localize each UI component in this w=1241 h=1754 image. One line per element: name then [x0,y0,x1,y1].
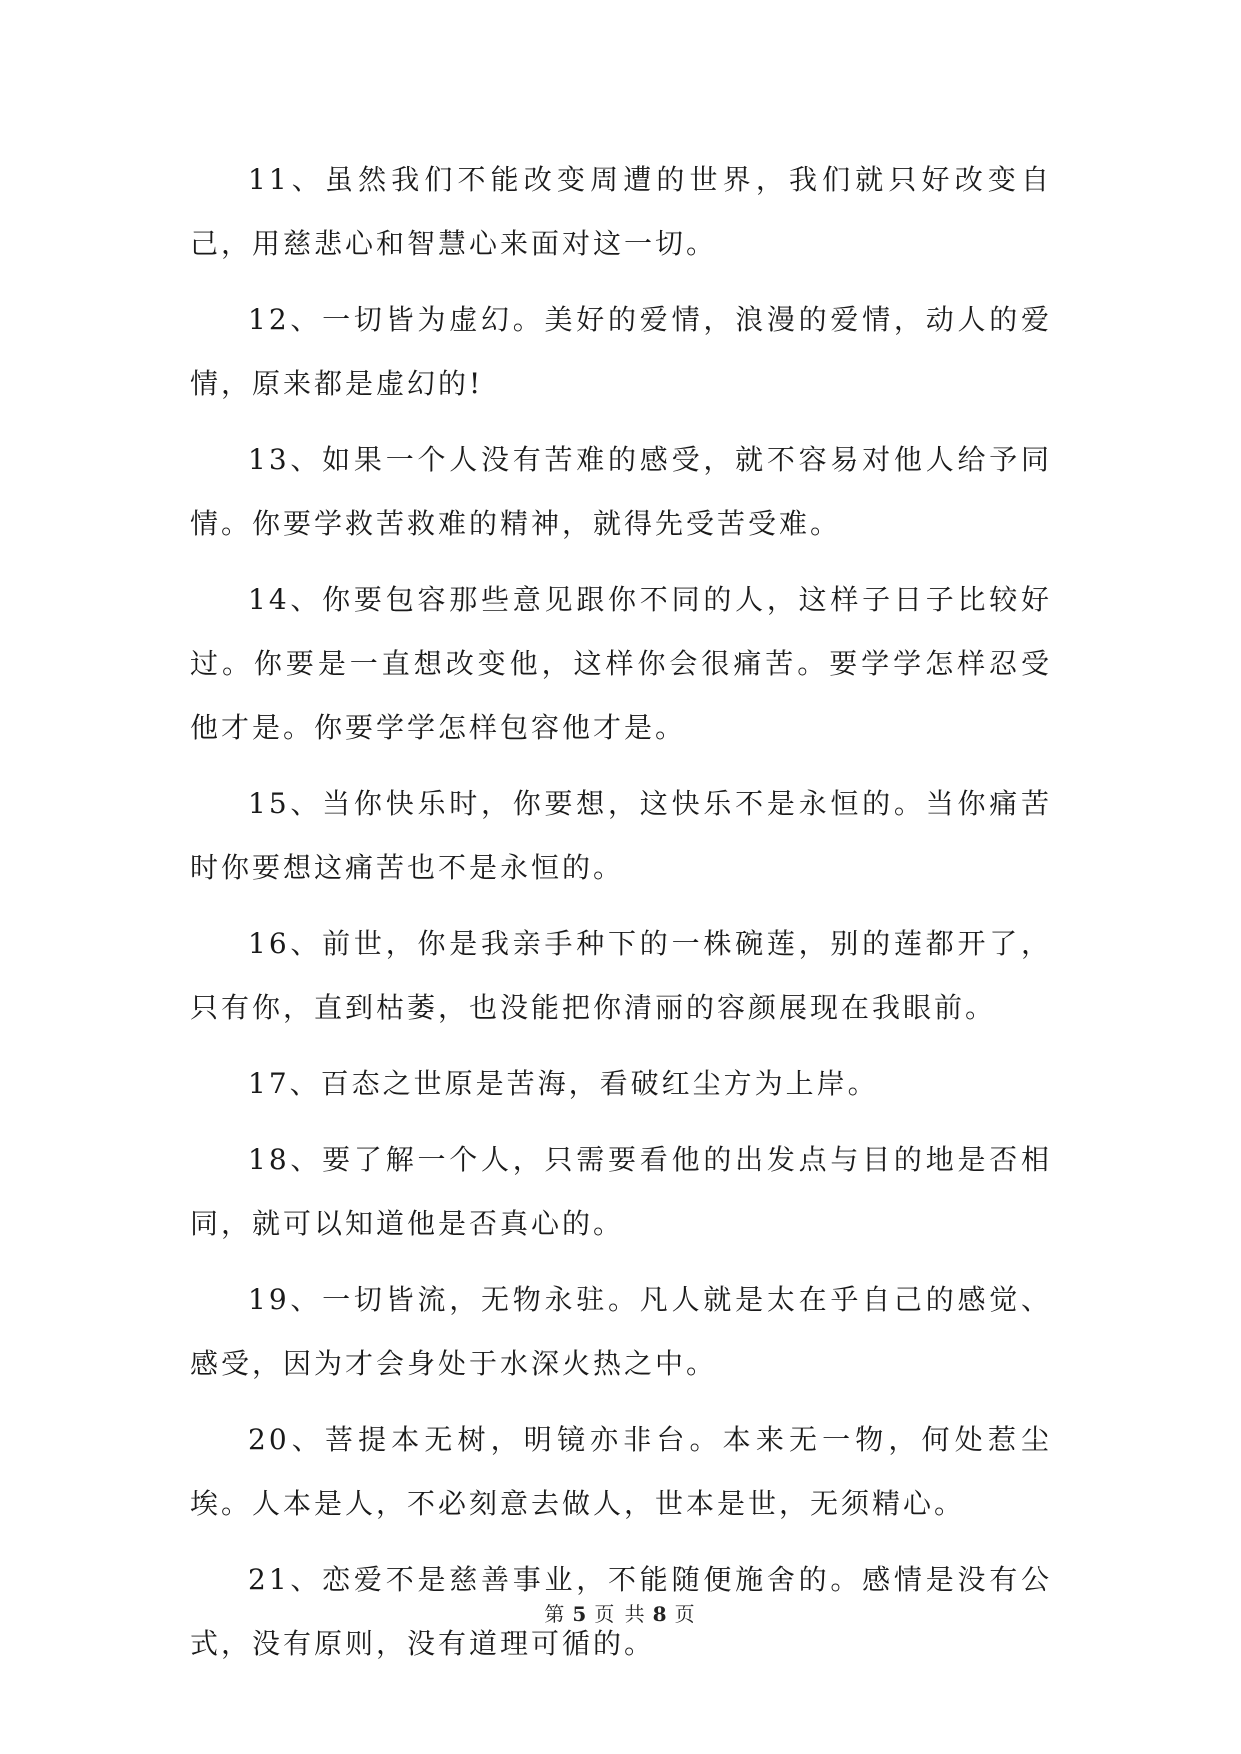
paragraph-18: 18、要了解一个人，只需要看他的出发点与目的地是否相同，就可以知道他是否真心的。 [190,1143,1052,1240]
paragraph-19: 19、一切皆流，无物永驻。凡人就是太在乎自己的感觉、感受，因为才会身处于水深火热之中。 [190,1283,1052,1380]
paragraph-15: 15、当你快乐时，你要想，这快乐不是永恒的。当你痛苦时你要想这痛苦也不是永恒的。 [190,787,1052,884]
paragraph-11: 11、虽然我们不能改变周遭的世界，我们就只好改变自己，用慈悲心和智慧心来面对这一切。 [190,163,1052,260]
paragraph-17: 17、百态之世原是苦海，看破红尘方为上岸。 [248,1067,879,1100]
footer-middle: 页 共 [594,1602,647,1626]
paragraph-14: 14、你要包容那些意见跟你不同的人，这样子日子比较好过。你要是一直想改变他，这样你会很痛苦。要学学怎样忍受他才是。你要学学怎样包容他才是。 [190,583,1052,744]
paragraph-12: 12、一切皆为虚幻。美好的爱情，浪漫的爱情，动人的爱情，原来都是虚幻的! [190,303,1052,400]
current-page-number: 5 [572,1602,589,1626]
paragraph-20: 20、菩提本无树，明镜亦非台。本来无一物，何处惹尘埃。人本是人，不必刻意去做人，世本是世，无须精心。 [190,1423,1052,1520]
paragraph-21: 21、恋爱不是慈善事业，不能随便施舍的。感情是没有公式，没有原则，没有道理可循的。 [190,1563,1052,1660]
paragraph-13: 13、如果一个人没有苦难的感受，就不容易对他人给予同情。你要学救苦救难的精神，就得先受苦受难。 [190,443,1052,540]
document-body [190,148,1052,1688]
paragraph-16: 16、前世，你是我亲手种下的一株碗莲，别的莲都开了，只有你，直到枯萎，也没能把你清丽的容颜展现在我眼前。 [190,927,1052,1024]
total-page-number: 8 [652,1602,669,1626]
footer-suffix: 页 [674,1602,697,1626]
footer-prefix: 第 [544,1602,567,1626]
page-footer [0,1598,1241,1627]
